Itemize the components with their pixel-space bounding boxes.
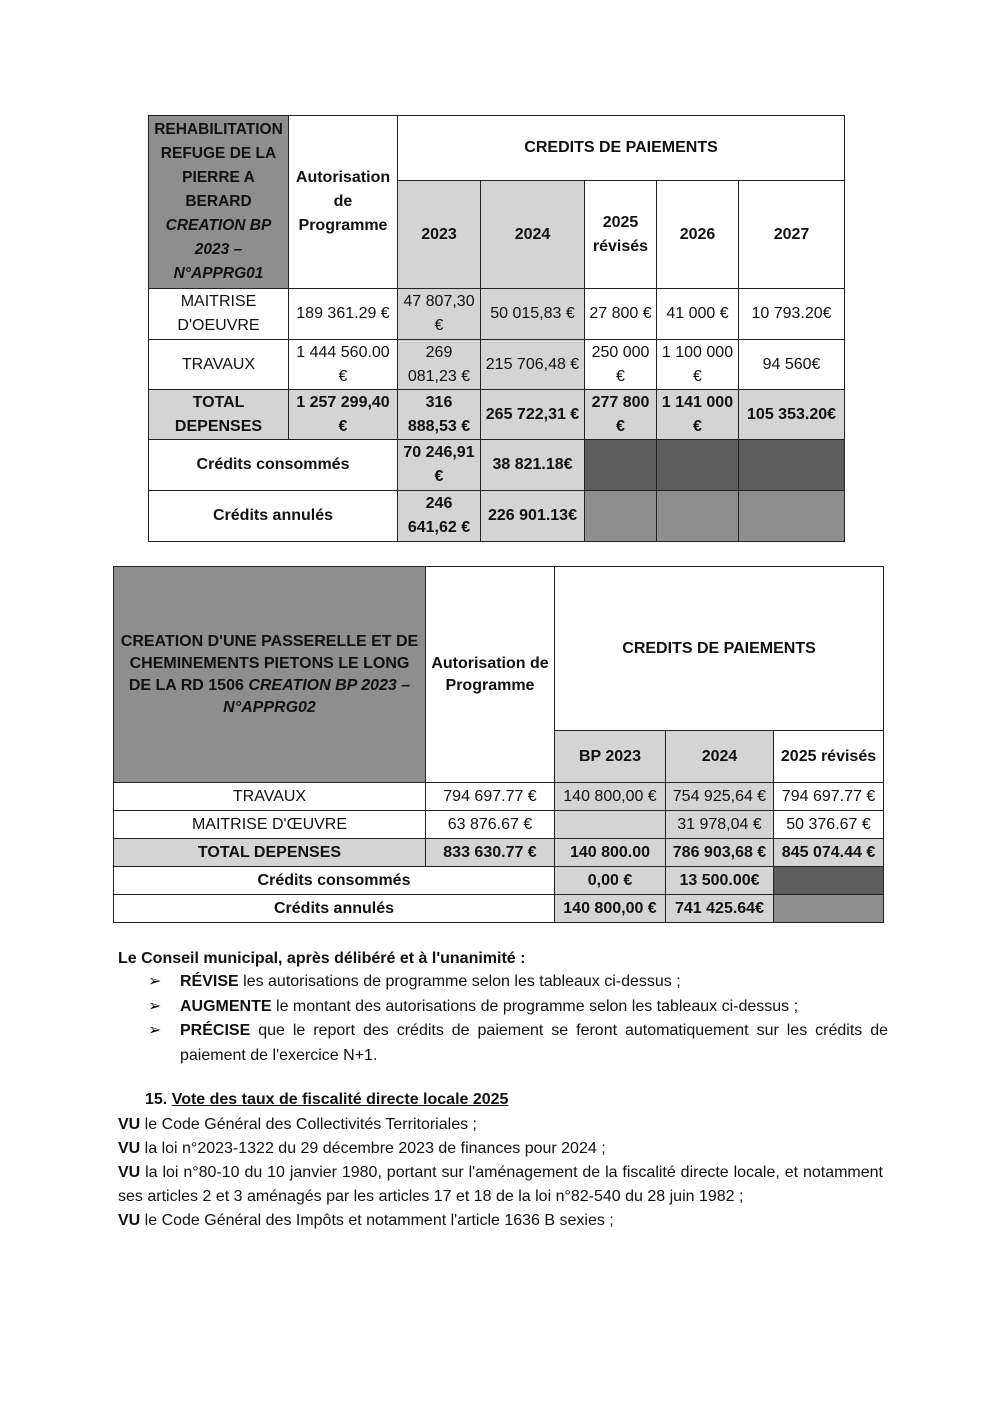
table-row	[114, 811, 884, 839]
vu-text: la loi n°80-10 du 10 janvier 1980, portant sur l'aménagement de la fiscalité directe locale, et notamment ses articles 2 et 3 aménagés par les articles 17 et 18 de la loi n°82-540 du 28 juin 1982 ;	[118, 1164, 883, 1205]
table-row	[114, 839, 884, 867]
table2-year: 2024	[666, 731, 774, 783]
shaded-cell	[657, 440, 739, 491]
row-label: MAITRISE D'OEUVRE	[149, 289, 289, 340]
list-item	[148, 970, 888, 995]
ap-value: 189 361.29 €	[289, 289, 398, 340]
cancelled-value: 140 800,00 €	[555, 895, 666, 923]
table1-year: 2023	[398, 181, 481, 289]
table-row	[149, 440, 845, 491]
table2-title-plain: CREATION D'UNE PASSERELLE ET DE CHEMINEMENTS PIETONS LE LONG DE LA RD 1506	[120, 632, 419, 694]
cp-value: 105 353.20€	[739, 390, 845, 440]
shaded-cell	[774, 867, 884, 895]
table2-year: BP 2023	[555, 731, 666, 783]
vu-text: le Code Général des Impôts et notamment l'article 1636 B sexies ;	[140, 1212, 614, 1229]
table1-ap-header: Autorisation de Programme	[289, 116, 398, 289]
table-row	[149, 289, 845, 340]
cancelled-value: 226 901.13€	[481, 491, 585, 542]
cp-value: 1 141 000 €	[657, 390, 739, 440]
decision-verb: AUGMENTE	[180, 997, 272, 1015]
table-row	[149, 491, 845, 542]
cp-value: 50 015,83 €	[481, 289, 585, 340]
cp-value: 50 376.67 €	[774, 811, 884, 839]
cp-value: 41 000 €	[657, 289, 739, 340]
vu-line	[118, 1113, 883, 1137]
section-heading	[145, 1088, 508, 1112]
decision-list	[148, 970, 888, 1068]
vu-text: le Code Général des Collectivités Territoriales ;	[140, 1116, 477, 1133]
cp-value: 31 978,04 €	[666, 811, 774, 839]
decision-verb: RÉVISE	[180, 973, 239, 990]
row-label: TRAVAUX	[114, 783, 426, 811]
ap-table-refuge	[148, 115, 845, 542]
cp-value: 265 722,31 €	[481, 390, 585, 440]
vu-keyword: VU	[118, 1164, 141, 1181]
row-label: TOTAL DEPENSES	[114, 839, 426, 867]
vu-line	[118, 1137, 883, 1161]
cp-value: 277 800 €	[585, 390, 657, 440]
cp-value: 94 560€	[739, 340, 845, 390]
consumed-value: 13 500.00€	[666, 867, 774, 895]
decision-verb: PRÉCISE	[180, 1022, 251, 1039]
table-row	[114, 867, 884, 895]
table-row	[114, 783, 884, 811]
list-item	[148, 995, 888, 1020]
cp-value: 27 800 €	[585, 289, 657, 340]
section-number: 15.	[145, 1091, 168, 1108]
ap-value: 1 257 299,40 €	[289, 390, 398, 440]
table1-year: 2027	[739, 181, 845, 289]
ap-table-passerelle	[113, 566, 884, 923]
consumed-value: 0,00 €	[555, 867, 666, 895]
cp-value: 754 925,64 €	[666, 783, 774, 811]
table2-cp-header: CREDITS DE PAIEMENTS	[555, 567, 884, 731]
cp-value: 794 697.77 €	[774, 783, 884, 811]
vu-keyword: VU	[118, 1116, 141, 1133]
cp-value	[555, 811, 666, 839]
table-row	[114, 895, 884, 923]
cp-value: 10 793.20€	[739, 289, 845, 340]
decision-text: que le report des crédits de paiement se feront automatiquement sur les crédits de paiement de l'exercice N+1.	[180, 1022, 888, 1064]
shaded-cell	[585, 491, 657, 542]
consumed-value: 70 246,91 €	[398, 440, 481, 491]
table1-title-plain: REHABILITATION REFUGE DE LA PIERRE A BERARD	[154, 121, 283, 210]
table-row	[149, 390, 845, 440]
ap-value: 833 630.77 €	[426, 839, 555, 867]
ap-value: 63 876.67 €	[426, 811, 555, 839]
vu-line	[118, 1209, 883, 1233]
cancelled-label: Crédits annulés	[149, 491, 398, 542]
vu-text: la loi n°2023-1322 du 29 décembre 2023 de finances pour 2024 ;	[140, 1140, 606, 1157]
arrow-bullet-icon: ➢	[148, 997, 162, 1015]
table1-year: 2026	[657, 181, 739, 289]
cancelled-value: 246 641,62 €	[398, 491, 481, 542]
decision-text: le montant des autorisations de programme selon les tableaux ci-dessus ;	[271, 997, 799, 1015]
table2-year: 2025 révisés	[774, 731, 884, 783]
table1-title	[149, 116, 289, 289]
cp-value: 215 706,48 €	[481, 340, 585, 390]
cp-value: 47 807,30 €	[398, 289, 481, 340]
shaded-cell	[657, 491, 739, 542]
shaded-cell	[585, 440, 657, 491]
consumed-value: 38 821.18€	[481, 440, 585, 491]
table1-year: 2024	[481, 181, 585, 289]
table1-title-italic: CREATION BP 2023 – N°APPRG01	[165, 217, 272, 282]
decision-text: les autorisations de programme selon les tableaux ci-dessus ;	[238, 973, 681, 990]
arrow-bullet-icon: ➢	[148, 1022, 162, 1039]
table1-year: 2025 révisés	[585, 181, 657, 289]
table2-title	[114, 567, 426, 783]
cp-value: 786 903,68 €	[666, 839, 774, 867]
row-label: TOTAL DEPENSES	[149, 390, 289, 440]
ap-value: 1 444 560.00 €	[289, 340, 398, 390]
cancelled-label: Crédits annulés	[114, 895, 555, 923]
cp-value: 316 888,53 €	[398, 390, 481, 440]
shaded-cell	[774, 895, 884, 923]
vu-keyword: VU	[118, 1212, 141, 1229]
vu-line	[118, 1161, 883, 1209]
decision-intro: Le Conseil municipal, après délibéré et à l'unanimité :	[118, 950, 526, 967]
table2-ap-header: Autorisation de Programme	[426, 567, 555, 783]
consumed-label: Crédits consommés	[149, 440, 398, 491]
table-row	[149, 340, 845, 390]
cp-value: 269 081,23 €	[398, 340, 481, 390]
cp-value: 845 074.44 €	[774, 839, 884, 867]
consumed-label: Crédits consommés	[114, 867, 555, 895]
ap-value: 794 697.77 €	[426, 783, 555, 811]
cp-value: 250 000 €	[585, 340, 657, 390]
row-label: MAITRISE D'ŒUVRE	[114, 811, 426, 839]
arrow-bullet-icon: ➢	[148, 973, 162, 990]
row-label: TRAVAUX	[149, 340, 289, 390]
table2-title-italic: CREATION BP 2023 – N°APPRG02	[223, 676, 411, 716]
table1-cp-header: CREDITS DE PAIEMENTS	[398, 116, 845, 181]
vu-keyword: VU	[118, 1140, 141, 1157]
cp-value: 140 800.00	[555, 839, 666, 867]
cp-value: 140 800,00 €	[555, 783, 666, 811]
shaded-cell	[739, 491, 845, 542]
shaded-cell	[739, 440, 845, 491]
cp-value: 1 100 000 €	[657, 340, 739, 390]
section-title: Vote des taux de fiscalité directe locale 2025	[171, 1091, 509, 1108]
cancelled-value: 741 425.64€	[666, 895, 774, 923]
list-item	[148, 1019, 888, 1068]
